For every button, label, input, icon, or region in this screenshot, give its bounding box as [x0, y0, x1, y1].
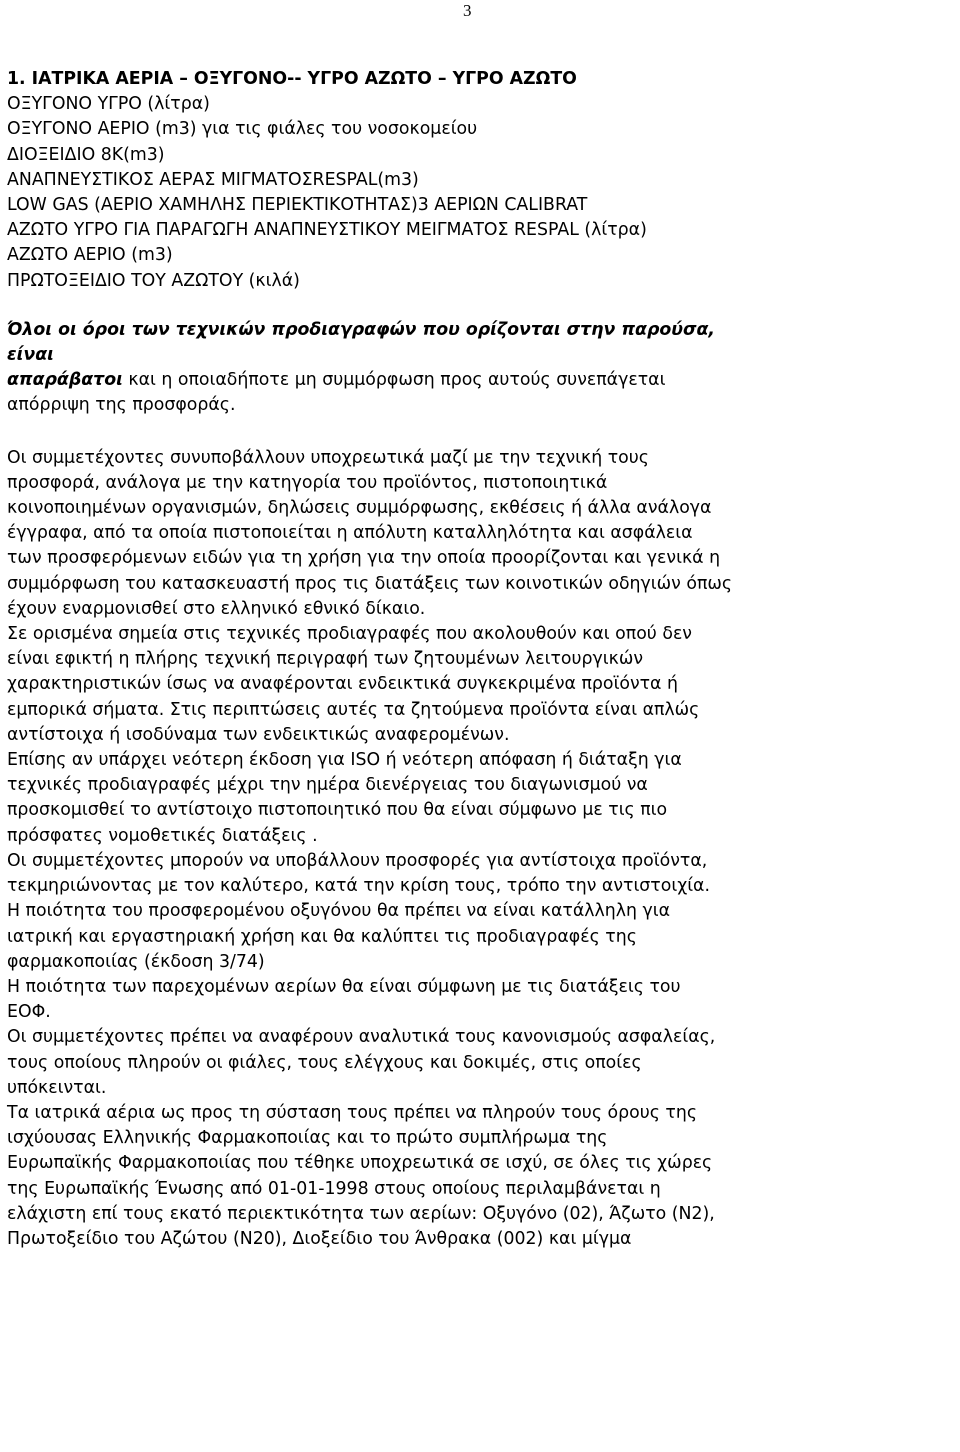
- text-line: τεχνικές προδιαγραφές μέχρι την ημέρα διενέργειας του διαγωνισμού να: [7, 775, 648, 796]
- text-line: Τα ιατρικά αέρια ως προς τη σύσταση τους πρέπει να πληρούν τους όρους της: [7, 1102, 697, 1123]
- list-item: ΟΞΥΓΟΝΟ ΥΓΡΟ (λίτρα): [7, 94, 210, 115]
- list-item: ΑΖΩΤΟ ΥΓΡΟ ΓΙΑ ΠΑΡΑΓΩΓΗ ΑΝΑΠΝΕΥΣΤΙΚΟΥ ΜΕΙΓΜΑΤΟΣ RESPAL (λίτρα): [7, 220, 647, 241]
- text-line: έχουν εναρμονισθεί στο ελληνικό εθνικό δίκαιο.: [7, 598, 426, 619]
- notice-line: απόρριψη της προσφοράς.: [7, 395, 236, 416]
- text-line: εμπορικά σήματα. Στις περιπτώσεις αυτές τα ζητούμενα προϊόντα είναι απλώς: [7, 699, 700, 720]
- text-line: κοινοποιημένων οργανισμών, δηλώσεις συμμόρφωσης, εκθέσεις ή άλλα ανάλογα: [7, 498, 712, 519]
- text-line: τεκμηριώνοντας με τον καλύτερο, κατά την κρίση τους, τρόπο την αντιστοιχία.: [7, 876, 710, 897]
- text-line: ιατρική και εργαστηριακή χρήση και θα καλύπτει τις προδιαγραφές της: [7, 926, 637, 947]
- notice-line: είναι: [7, 345, 54, 366]
- text-line: συμμόρφωση του κατασκευαστή προς τις διατάξεις των κοινοτικών οδηγιών όπως: [7, 573, 733, 594]
- terms-notice: [7, 318, 957, 419]
- notice-line: Όλοι οι όροι των τεχνικών προδιαγραφών που ορίζονται στην παρούσα,: [7, 319, 715, 340]
- document-body: [7, 67, 957, 1252]
- notice-line: [7, 368, 957, 393]
- section-title: 1. ΙΑΤΡΙΚΑ ΑΕΡΙΑ – ΟΞΥΓΟΝΟ-- ΥΓΡΟ ΑΖΩΤΟ – ΥΓΡΟ ΑΖΩΤΟ: [7, 69, 577, 89]
- body-text: [7, 446, 957, 1253]
- list-item: LOW GAS (ΑΕΡΙΟ ΧΑΜΗΛΗΣ ΠΕΡΙΕΚΤΙΚΟΤΗΤΑΣ)3 ΑΕΡΙΩΝ CALIBRAT: [7, 195, 588, 216]
- text-line: είναι εφικτή η πλήρης τεχνική περιγραφή των ζητουμένων λειτουργικών: [7, 649, 644, 670]
- text-line: Σε ορισμένα σημεία στις τεχνικές προδιαγραφές που ακολουθούν και οπού δεν: [7, 624, 692, 645]
- text-line: προσκομισθεί το αντίστοιχο πιστοποιητικό που θα είναι σύμφωνο με τις πιο: [7, 800, 668, 821]
- notice-emphasis: απαράβατοι: [7, 370, 123, 391]
- text-line: προσφορά, ανάλογα με την κατηγορία του προϊόντος, πιστοποιητικά: [7, 472, 608, 493]
- text-line: Πρωτοξείδιο του Αζώτου (Ν20), Διοξείδιο του Άνθρακα (002) και μίγμα: [7, 1228, 632, 1249]
- text-line: Η ποιότητα του προσφερομένου οξυγόνου θα πρέπει να είναι κατάλληλη για: [7, 901, 671, 922]
- list-item: ΠΡΩΤΟΞΕΙΔΙΟ ΤΟΥ ΑΖΩΤΟΥ (κιλά): [7, 270, 300, 291]
- text-line: Οι συμμετέχοντες συνυποβάλλουν υποχρεωτικά μαζί με την τεχνική τους: [7, 447, 649, 468]
- page-number: 3: [463, 1, 472, 20]
- text-line: ΕΟΦ.: [7, 1002, 51, 1023]
- text-line: ελάχιστη επί τους εκατό περιεκτικότητα των αερίων: Οξυγόνο (02), Άζωτο (Ν2),: [7, 1203, 715, 1224]
- list-item: ΔΙΟΞΕΙΔΙΟ 8Κ(m3): [7, 144, 165, 165]
- list-item: ΟΞΥΓΟΝΟ ΑΕΡΙΟ (m3) για τις φιάλες του νοσοκομείου: [7, 119, 478, 140]
- notice-text: και η οποιαδήποτε μη συμμόρφωση προς αυτούς συνεπάγεται: [122, 370, 666, 391]
- text-line: της Ευρωπαϊκής Ένωσης από 01-01-1998 στους οποίους περιλαμβάνεται η: [7, 1178, 661, 1199]
- text-line: Οι συμμετέχοντες μπορούν να υποβάλλουν προσφορές για αντίστοιχα προϊόντα,: [7, 850, 708, 871]
- text-line: πρόσφατες νομοθετικές διατάξεις .: [7, 825, 318, 846]
- text-line: χαρακτηριστικών ίσως να αναφέρονται ενδεικτικά συγκεκριμένα προϊόντα ή: [7, 674, 678, 695]
- text-line: Οι συμμετέχοντες πρέπει να αναφέρουν αναλυτικά τους κανονισμούς ασφαλείας,: [7, 1027, 716, 1048]
- text-line: υπόκεινται.: [7, 1077, 107, 1098]
- text-line: Η ποιότητα των παρεχομένων αερίων θα είναι σύμφωνη με τις διατάξεις του: [7, 976, 681, 997]
- text-line: ισχύουσας Ελληνικής Φαρμακοποιίας και το πρώτο συμπλήρωμα της: [7, 1128, 608, 1149]
- list-item: ΑΖΩΤΟ ΑΕΡΙΟ (m3): [7, 245, 173, 266]
- text-line: Επίσης αν υπάρχει νεότερη έκδοση για ISO ή νεότερη απόφαση ή διάταξη για: [7, 750, 682, 771]
- text-line: των προσφερόμενων ειδών για τη χρήση για την οποία προορίζονται και γενικά η: [7, 548, 721, 569]
- text-line: τους οποίους πληρούν οι φιάλες, τους ελέγχους και δοκιμές, στις οποίες: [7, 1052, 642, 1073]
- text-line: έγγραφα, από τα οποία πιστοποιείται η απόλυτη καταλληλότητα και ασφάλεια: [7, 523, 693, 544]
- text-line: φαρμακοποιίας (έκδοση 3/74): [7, 951, 265, 972]
- gas-list: [7, 92, 957, 294]
- list-item: ΑΝΑΠΝΕΥΣΤΙΚΟΣ ΑΕΡΑΣ ΜΙΓΜΑΤΟΣRESPAL(m3): [7, 169, 419, 190]
- text-line: Ευρωπαϊκής Φαρμακοποιίας που τέθηκε υποχρεωτικά σε ισχύ, σε όλες τις χώρες: [7, 1153, 713, 1174]
- text-line: αντίστοιχα ή ισοδύναμα των ενδεικτικώς αναφερομένων.: [7, 724, 510, 745]
